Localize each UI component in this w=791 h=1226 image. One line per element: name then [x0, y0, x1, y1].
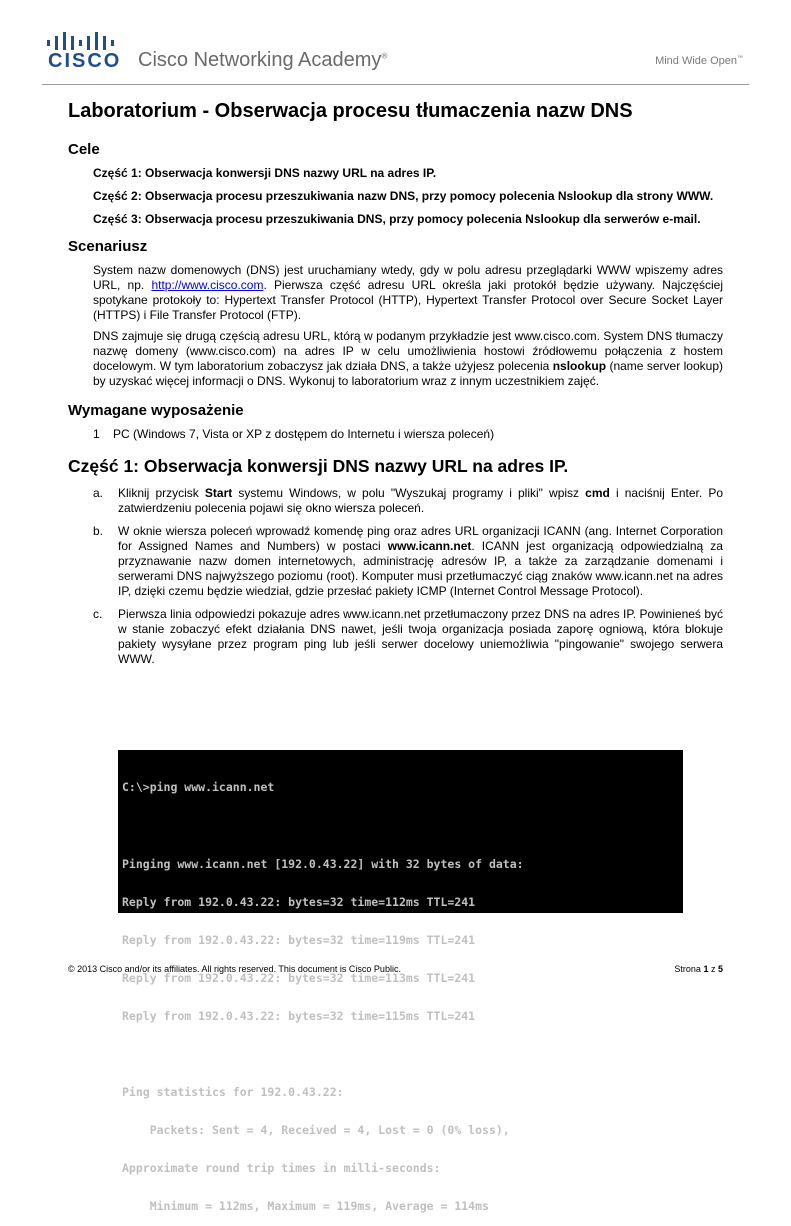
- document-body: [68, 96, 723, 675]
- step-a: a. Kliknij przycisk Start systemu Windows, w polu "Wyszukaj programy i pliki" wpisz cmd i naciśnij Enter. Po zatwierdzeniu polecenia pojawi się okno wiersza poleceń.: [93, 486, 723, 515]
- part1-heading: Część 1: Obserwacja konwersji DNS nazwy URL na adres IP.: [68, 456, 569, 476]
- console-line: [122, 1048, 679, 1061]
- goals-list: [93, 166, 723, 227]
- console-line: Reply from 192.0.43.22: bytes=32 time=112ms TTL=241: [122, 894, 476, 909]
- section-heading-equipment: Wymagane wyposażenie: [68, 402, 244, 419]
- console-line: Minimum = 112ms, Maximum = 119ms, Average = 114ms: [122, 1199, 489, 1214]
- console-line: [122, 820, 679, 833]
- console-line: C:\>ping www.icann.net: [122, 780, 275, 795]
- academy-title: Cisco Networking Academy®: [138, 49, 388, 71]
- part1-steps: [68, 486, 723, 667]
- console-line: Approximate round trip times in milli-seconds:: [122, 1161, 441, 1176]
- cisco-url-link[interactable]: http://www.cisco.com: [151, 278, 264, 292]
- goal-item: Część 2: Obserwacja procesu przeszukiwania nazw DNS, przy pomocy polecenia Nslookup dla strony WWW.: [93, 189, 714, 203]
- section-heading-cele: Cele: [68, 141, 100, 158]
- step-c: c. Pierwsza linia odpowiedzi pokazuje adres www.icann.net przetłumaczony przez DNS na adres IP. Powinieneś być w stanie zobaczyć efekt działania DNS nawet, jeśli twoja organizacja posiada zaporę ogniową, która blokuje pakiety wysyłane przez program ping lub jeśli serwer docelowy uniemożliwia "pingowanie" swojego serwera WWW.: [93, 607, 723, 666]
- equipment-item: 1 PC (Windows 7, Vista or XP z dostępem do Internetu i wiersza poleceń): [93, 427, 495, 441]
- page-header: [0, 0, 791, 90]
- goal-item: Część 1: Obserwacja konwersji DNS nazwy URL na adres IP.: [93, 166, 437, 180]
- tagline: Mind Wide Open™: [655, 55, 743, 67]
- console-line: Reply from 192.0.43.22: bytes=32 time=113ms TTL=241: [122, 970, 476, 985]
- cisco-logo-word: CISCO: [48, 50, 122, 72]
- page-number: Strona 1 z 5: [674, 964, 723, 974]
- scenario-text: [93, 263, 723, 389]
- console-line: Pinging www.icann.net [192.0.43.22] with 32 bytes of data:: [122, 856, 524, 871]
- copyright-text: © 2013 Cisco and/or its affiliates. All rights reserved. This document is Cisco Public.: [68, 964, 401, 974]
- console-line: Reply from 192.0.43.22: bytes=32 time=115ms TTL=241: [122, 1008, 476, 1023]
- page-title: Laboratorium - Obserwacja procesu tłumaczenia nazw DNS: [68, 100, 633, 122]
- console-line: Ping statistics for 192.0.43.22:: [122, 1085, 344, 1100]
- scenario-paragraph-1: System nazw domenowych (DNS) jest uruchamiany wtedy, gdy w polu adresu przeglądarki WWW wpiszemy adres URL, np. http://www.cisco.com. Pierwsza część adresu URL określa jaki protokół będzie używany. Najczęściej spotykane protokoły to: Hypertext Transfer Protocol (HTTP), Hypertext Transfer Protocol over Secure Socket Layer (HTTPS) i File Transfer Protocol (FTP).: [93, 263, 723, 322]
- section-heading-scenariusz: Scenariusz: [68, 238, 148, 255]
- step-b: b. W oknie wiersza poleceń wprowadź komendę ping oraz adres URL organizacji ICANN (ang. Internet Corporation for Assigned Names and Numbers) w postaci www.icann.net. ICANN jest organizacją odpowiedzialną za przyznawanie nazw domen internetowych, administrację adresów IP, a także za zarządzanie domenami i serwerami DNS najwyższego poziomu (root). Komputer musi przetłumaczyć ciąg znaków www.icann.net na adres IP, dzięki czemu będzie wiedział, gdzie przesłać pakiety ICMP (Internet Control Message Protocol).: [93, 524, 723, 598]
- cisco-logo-bars-icon: [47, 32, 117, 50]
- goal-item: Część 3: Obserwacja procesu przeszukiwania DNS, przy pomocy polecenia Nslookup dla serwerów e-mail.: [93, 212, 701, 226]
- scenario-paragraph-2: DNS zajmuje się drugą częścią adresu URL, którą w podanym przykładzie jest www.cisco.com. System DNS tłumaczy nazwę domeny (www.cisco.com) na adres IP w celu umożliwienia hostowi źródłowemu połączenia z hostem docelowym. W tym laboratorium zobaczysz jak działa DNS, a także użyjesz polecenia nslookup (name server lookup) by uzyskać więcej informacji o DNS. Wykonuj to laboratorium wraz z innym uczestnikiem zajęć.: [93, 329, 723, 388]
- header-divider: [42, 84, 749, 85]
- console-line: Reply from 192.0.43.22: bytes=32 time=119ms TTL=241: [122, 932, 476, 947]
- console-line: Packets: Sent = 4, Received = 4, Lost = 0 (0% loss),: [122, 1123, 510, 1138]
